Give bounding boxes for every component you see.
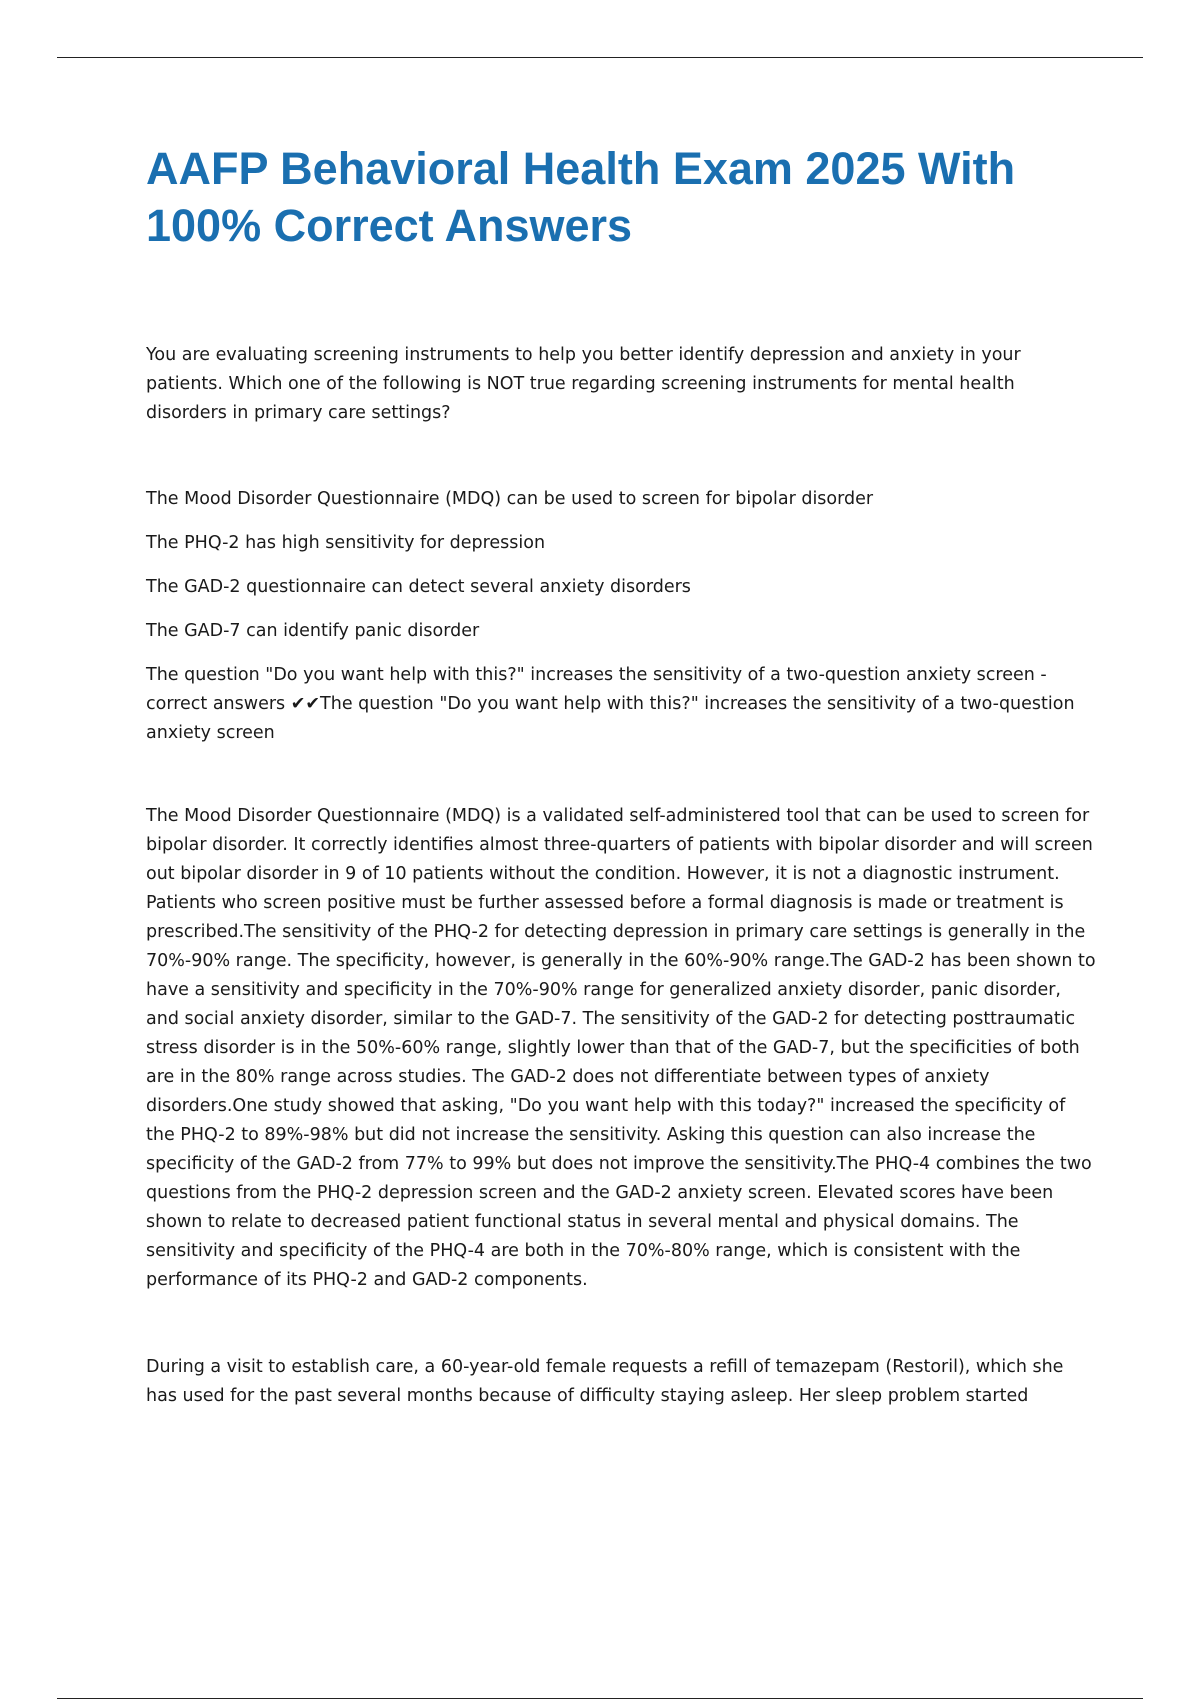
document-body	[146, 140, 1098, 1411]
question-1-text: You are evaluating screening instruments to help you better identify depression and anxiety in your patients. Which one of the following is NOT true regarding screening instruments for mental health disorders in primary care settings?	[146, 345, 1021, 423]
question-2-text: During a visit to establish care, a 60-year-old female requests a refill of temazepam (Restoril), which she has used for the past several months because of difficulty staying asleep. Her sleep problem started	[146, 1357, 1064, 1406]
document-title: AAFP Behavioral Health Exam 2025 With 100% Correct Answers	[146, 143, 1016, 251]
correct-answer-option: The question "Do you want help with this?" increases the sensitivity of a two-question anxiety screen - correct answers ✔✔The question "Do you want help with this?" increases the sensitivity of a two-question anxiety screen	[146, 665, 1075, 743]
top-divider	[57, 57, 1143, 58]
answer-option: The Mood Disorder Questionnaire (MDQ) can be used to screen for bipolar disorder	[146, 489, 874, 509]
answer-options-list	[146, 485, 1098, 748]
answer-explanation: The Mood Disorder Questionnaire (MDQ) is a validated self-administered tool that can be used to screen for bipolar disorder. It correctly identifies almost three-quarters of patients with bipolar disorder and will screen out bipolar disorder in 9 of 10 patients without the condition. However, it is not a diagnostic instrument. Patients who screen positive must be further assessed before a formal diagnosis is made or treatment is prescribed.The sensitivity of the PHQ-2 for detecting depression in primary care settings is generally in the 70%-90% range. The specificity, however, is generally in the 60%-90% range.The GAD-2 has been shown to have a sensitivity and specificity in the 70%-90% range for generalized anxiety disorder, panic disorder, and social anxiety disorder, similar to the GAD-7. The sensitivity of the GAD-2 for detecting posttraumatic stress disorder is in the 50%-60% range, slightly lower than that of the GAD-7, but the specificities of both are in the 80% range across studies. The GAD-2 does not differentiate between types of anxiety disorders.One study showed that asking, "Do you want help with this today?" increased the specificity of the PHQ-2 to 89%-98% but did not increase the sensitivity. Asking this question can also increase the specificity of the GAD-2 from 77% to 99% but does not improve the sensitivity.The PHQ-4 combines the two questions from the PHQ-2 depression screen and the GAD-2 anxiety screen. Elevated scores have been shown to relate to decreased patient functional status in several mental and physical domains. The sensitivity and specificity of the PHQ-4 are both in the 70%-80% range, which is consistent with the performance of its PHQ-2 and GAD-2 components.	[146, 806, 1096, 1290]
answer-option: The GAD-2 questionnaire can detect several anxiety disorders	[146, 577, 691, 597]
answer-option: The GAD-7 can identify panic disorder	[146, 621, 480, 641]
answer-option: The PHQ-2 has high sensitivity for depression	[146, 533, 546, 553]
bottom-divider	[57, 1698, 1143, 1699]
